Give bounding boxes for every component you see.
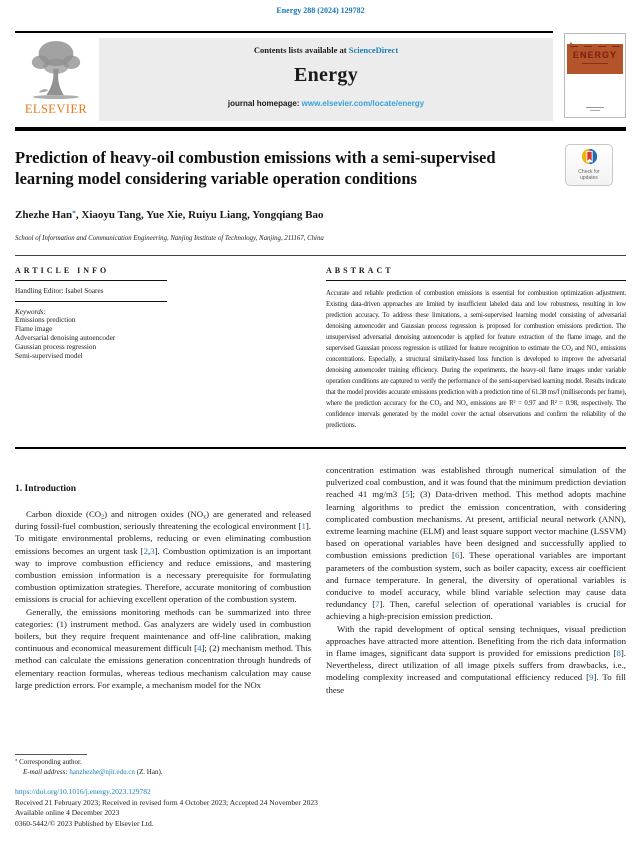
abstract-bottom-rule [15,447,626,449]
body-left-column [15,484,311,691]
affiliation-rule [15,255,626,256]
footnote-block [15,754,311,777]
header-top-rule [15,31,553,33]
article-info-section [15,266,305,361]
email-label: E-mail address: [23,767,68,776]
keyword-item: Emissions prediction [15,316,76,324]
journal-header-box [99,38,553,121]
keywords-list [15,316,305,361]
elsevier-tree-icon [14,37,98,101]
corresponding-author-star: * [72,208,76,218]
citation-link[interactable]: 7 [375,599,380,610]
homepage-url-link[interactable]: www.elsevier.com/locate/energy [301,99,425,108]
paragraph: Carbon dioxide $(CO_2)$ and nitrogen oxides $(NO_x)$ are generated and released during fossil-fuel combustion, seriously threatening the ecological environment [1]. To mitigate environmental problems, reducing or even eliminating combustion emissions becomes an urgent task [2,3]. Combustion optimization is an important way to improve combustion efficiency and reduce emissions, and mastering combustion emission information is a necessary prerequisite for formulating combustion optimization strategies. Therefore, accurate monitoring of combustion emissions is crucial for achieving excellent operation of the combustion system. [15,509,311,605]
paragraph: With the rapid development of optical sensing techniques, visual prediction approaches have attracted more attention. Benefiting from the rich data information in flame images, significant data support is provided for emissions prediction [8]. Nevertheless, direct utilization of all image pixels suffers from drawbacks, i.e., modeling complexity increased and computational efficiency reduced [9]. To fill these [326,623,626,695]
email-line [15,768,311,778]
keyword-item: Adversarial denoising autoencoder [15,334,116,342]
doi-link[interactable]: https://doi.org/10.1016/j.energy.2023.129782 [15,787,151,796]
header-bottom-rule [15,127,626,131]
keyword-item: Gaussian process regression [15,343,97,351]
cover-footer-mark-small [590,110,600,111]
abstract-text: Accurate and reliable prediction of combustion emissions is essential for combustion optimization adjustment. Existing data-driven approaches are limited by insufficient labeled data and low robustness, resulting in low prediction accuracy. To address these limitations, a semi-supervised learning model consisting of adversarial denoising autoencoder and Gaussian process regression is proposed for combustion emissions prediction. The unsupervised adversarial denoising autoencoder is applied for feature extraction of the flame image, and the supervised Gaussian process regression is utilized for feature recognition to estimate the $CO_2$ and $NO_x$ emissions concentrations. Especially, a structural similarity-based loss function is developed to improve the adversarial denoising autoencoder training efficiency. During the experiments, the heavy-oil flame images under variable operation conditions are captured to verify the performance of the semi-supervised learning model. Results indicate that the model provides accurate emissions prediction with a prediction time of 61.38 ms/f (milliseconds per frame), where the prediction accuracy for the $CO_2$ and $NO_x$ emissions are R² = 0.97 and R² = 0.98, respectively. The confidence intervals generated by the model cover the actual observations and confirm the reliability of the predictions. [326,290,627,429]
sciencedirect-link[interactable]: ScienceDirect [348,45,399,55]
cover-editor-dashes [567,44,623,47]
info-rule-1 [15,280,167,281]
email-suffix: (Z. Han). [134,767,163,776]
citation-link[interactable]: 2 [143,545,148,556]
journal-reference: Energy 288 (2024) 129782 [276,6,365,15]
abstract-section [326,266,626,431]
citation-link[interactable]: 4 [197,643,202,654]
author-list [15,209,575,221]
author-first: Zhezhe Han [15,209,73,221]
keywords-label: Keywords: [15,308,46,316]
contents-line [99,45,553,55]
available-online: Available online 4 December 2023 [15,808,120,817]
paragraph: concentration estimation was established through numerical simulation of the pulverized coal combustion, and it was found that the minimum prediction deviation reached 41 mg/m3 [5]; (3) Data-driven method. This method adopts machine learning algorithms to predict the emission concentration, with considering complicated combustion mechanisms. At present, artificial neural network (ANN), extreme learning machine (ELM) and least square support vector machine (LSSVM) based on operational variables have been designed and successfully applied to combustion emissions prediction [6]. These operational variables are important parameters of the combustion system, such as boiler capacity, excess air coefficient and furnace temperature. In general, the diversity of operational variables is conducive to model accuracy, while blind variable selection may cause data redundancy [7]. Then, careful selection of operational variables is crucial for achieving a high-precision emission prediction. [326,465,627,622]
crossmark-icon [581,152,598,169]
left-paragraphs [15,508,311,691]
homepage-prefix: journal homepage: [227,99,302,108]
citation-link[interactable]: 1 [301,521,306,532]
cover-title: ENERGY [572,50,617,60]
cover-masthead [567,44,623,74]
email-link[interactable]: hanzhezhe@njit.edu.cn [69,767,135,776]
badge-label-line1: Check for [578,169,600,175]
citation-link[interactable]: 9 [589,672,594,683]
cover-elsevier-mark-icon [568,36,574,43]
section-heading-introduction: 1. Introduction [15,484,77,494]
keyword-item: Semi-supervised model [15,352,83,360]
abstract-heading: ABSTRACT [326,266,394,275]
citation-link[interactable]: 8 [616,648,621,659]
cover-underline [582,63,608,64]
citation-link[interactable]: 5 [405,489,410,500]
journal-title: Energy [293,64,359,86]
footer-block [15,787,615,829]
info-rule-2 [15,301,167,302]
received-dates: Received 21 February 2023; Received in revised form 4 October 2023; Accepted 24 November 2023 [15,797,318,807]
citation-link[interactable]: 6 [454,550,460,561]
cover-footer-mark [586,107,604,108]
elsevier-logo [14,37,98,123]
abstract-rule [326,280,626,281]
corresponding-author-note [15,758,311,768]
citation-link[interactable]: 3 [150,545,155,556]
badge-label-line2: updates [580,174,598,181]
footnote-rule [15,754,87,755]
issn-copyright: 0360-5442/© 2023 Published by Elsevier Ltd. [15,818,154,828]
journal-cover-thumbnail [564,33,626,118]
contents-prefix: Contents lists available at [253,45,349,55]
handling-editor: Handling Editor: Isabel Soares [15,287,104,295]
paragraph: Generally, the emissions monitoring methods can be summarized into three categories: (1) instrument method. Gas analyzers are widely used in combustion boilers, but they require frequent maintenance and off-line calibration, making continuous and economical measurement difficult [4]; (2) mechanism method. This method can calculate the emissions generation concentration through hundreds of elementary reaction formulas, whereas tedious mechanism calculation may cause large prediction errors. For example, a mechanism model for the NOx [15,606,311,690]
article-info-heading: ARTICLE INFO [15,266,110,275]
homepage-line [99,99,553,108]
corresponding-text: Corresponding author. [19,758,82,766]
authors-rest: , Xiaoyu Tang, Yue Xie, Ruiyu Liang, Yongqiang Bao [75,209,324,221]
check-for-updates-badge[interactable] [565,144,613,186]
keyword-item: Flame image [15,325,53,333]
right-paragraphs [326,464,626,696]
footnote-star: * [15,759,18,765]
elsevier-wordmark: ELSEVIER [24,102,88,116]
affiliation: School of Information and Communication Engineering, Nanjing Institute of Technology, Nanjing, 211167, China [15,235,324,242]
article-title: Prediction of heavy-oil combustion emissions with a semi-supervised learning model considering variable operation conditions [15,148,496,188]
body-right-column [326,464,626,696]
